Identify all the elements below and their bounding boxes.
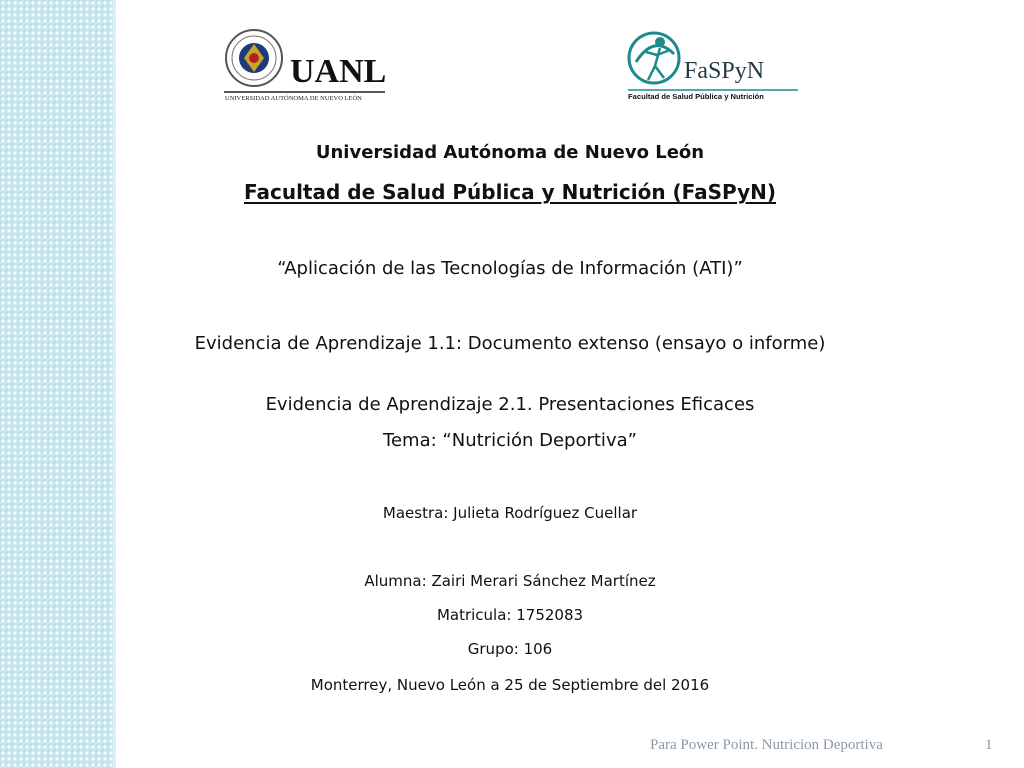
uanl-subtitle: UNIVERSIDAD AUTÓNOMA DE NUEVO LEÓN	[225, 95, 362, 102]
faculty-name: Facultad de Salud Pública y Nutrición (FaSPyN)	[243, 180, 776, 204]
place-date: Monterrey, Nuevo León a 25 de Septiembre del 2016	[310, 676, 710, 694]
page-number: 1	[985, 737, 993, 753]
enrollment: Matricula: 1752083	[436, 606, 584, 624]
uanl-logo	[222, 28, 392, 103]
group: Grupo: 106	[467, 640, 553, 658]
left-band-edge	[113, 0, 116, 768]
footer-text: Para Power Point. Nutricion Deportiva	[650, 737, 883, 753]
faspyn-emblem-icon	[624, 28, 802, 102]
course-title: “Aplicación de las Tecnologías de Información (ATI)”	[277, 258, 743, 279]
uanl-wordmark: UANL	[290, 53, 387, 90]
university-name: Universidad Autónoma de Nuevo León	[315, 142, 705, 163]
evidence-1: Evidencia de Aprendizaje 1.1: Documento extenso (ensayo o informe)	[194, 333, 826, 354]
teacher: Maestra: Julieta Rodríguez Cuellar	[382, 504, 638, 522]
faspyn-logo	[624, 28, 802, 102]
faspyn-subtitle: Facultad de Salud Pública y Nutrición	[628, 92, 764, 101]
faspyn-wordmark: FaSPyN	[684, 58, 765, 84]
student: Alumna: Zairi Merari Sánchez Martínez	[364, 572, 656, 590]
decorative-left-band	[0, 0, 113, 768]
uanl-seal-icon	[222, 28, 392, 103]
topic: Tema: “Nutrición Deportiva”	[383, 430, 637, 451]
evidence-2: Evidencia de Aprendizaje 2.1. Presentaciones Eficaces	[265, 394, 755, 415]
